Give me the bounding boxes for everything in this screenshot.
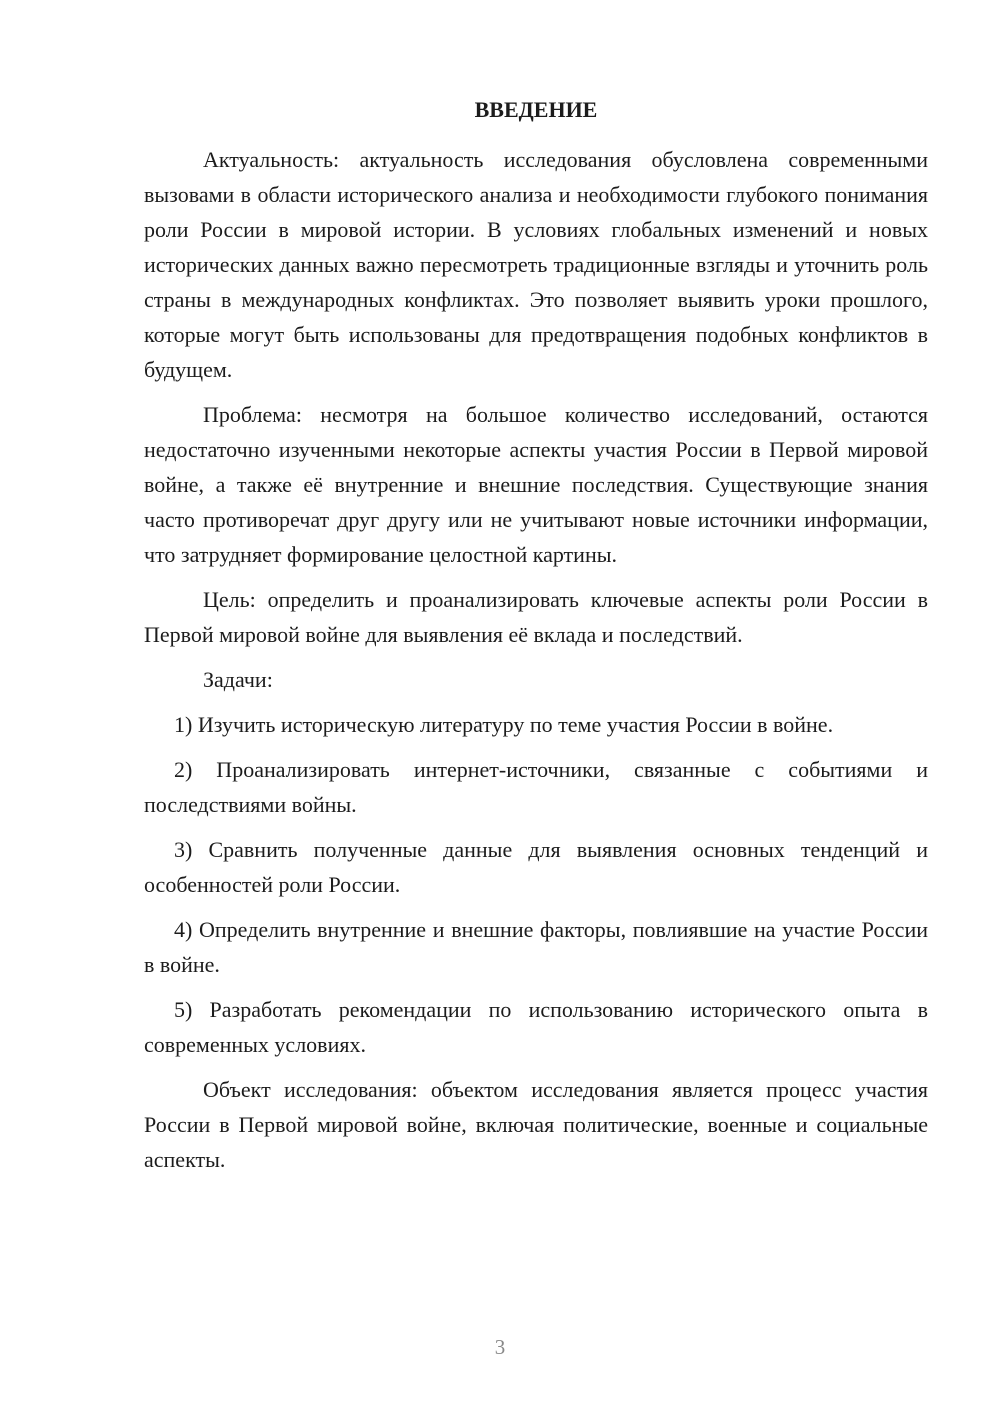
task-item-2: 2) Проанализировать интернет-источники, связанные с событиями и последствиями войны. bbox=[144, 757, 928, 817]
task-item-4: 4) Определить внутренние и внешние факторы, повлиявшие на участие России в войне. bbox=[144, 917, 928, 977]
task-item-5: 5) Разработать рекомендации по использованию исторического опыта в современных условиях. bbox=[144, 997, 928, 1057]
page-number: 3 bbox=[494, 1335, 506, 1359]
object-paragraph: Объект исследования: объектом исследования является процесс участия России в Первой мировой войне, включая политические, военные и социальные аспекты. bbox=[144, 1077, 928, 1172]
task-item-1: 1) Изучить историческую литературу по теме участия России в войне. bbox=[174, 712, 834, 737]
problem-paragraph: Проблема: несмотря на большое количество исследований, остаются недостаточно изученными некоторые аспекты участия России в Первой мировой войне, а также её внутренние и внешние последствия. Существующие знания часто противоречат друг другу или не учитывают новые источники информации, что затрудняет формирование целостной картины. bbox=[144, 402, 928, 567]
task-item-3: 3) Сравнить полученные данные для выявления основных тенденций и особенностей роли России. bbox=[144, 837, 928, 897]
relevance-paragraph: Актуальность: актуальность исследования обусловлена современными вызовами в области исторического анализа и необходимости глубокого понимания роли России в мировой истории. В условиях глобальных изменений и новых исторических данных важно пересмотреть традиционные взгляды и уточнить роль страны в международных конфликтах. Это позволяет выявить уроки прошлого, которые могут быть использованы для предотвращения подобных конфликтов в будущем. bbox=[144, 147, 928, 382]
document-body bbox=[144, 142, 928, 1187]
page-title: ВВЕДЕНИЕ bbox=[474, 97, 598, 122]
goal-paragraph: Цель: определить и проанализировать ключевые аспекты роли России в Первой мировой войне для выявления её вклада и последствий. bbox=[144, 587, 928, 647]
tasks-heading: Задачи: bbox=[203, 667, 273, 692]
